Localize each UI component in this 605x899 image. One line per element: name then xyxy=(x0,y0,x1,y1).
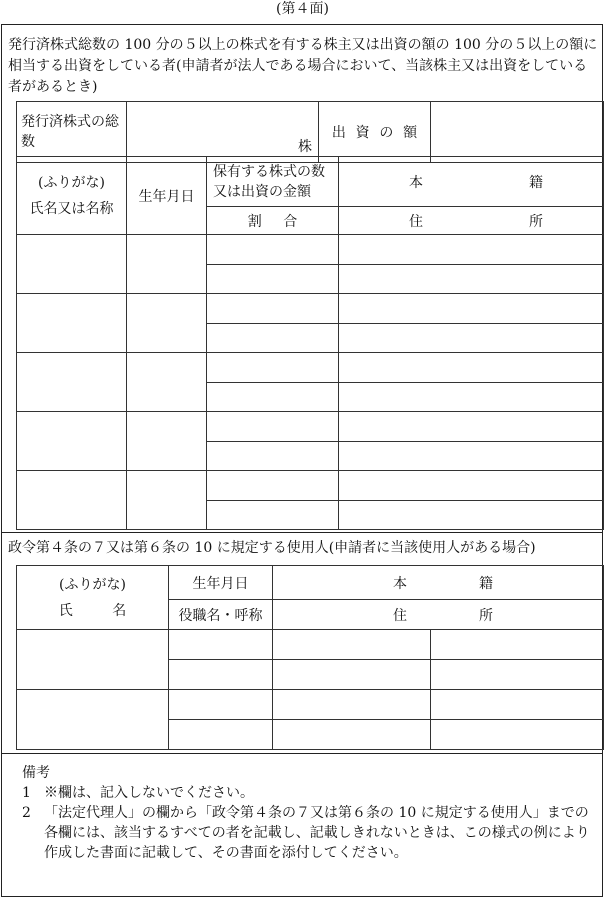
employee-address-cell[interactable] xyxy=(273,720,431,750)
shareholder-row xyxy=(17,353,604,383)
employee-section-title: 政令第４条の７又は第６条の 10 に規定する使用人(申請者に当該使用人がある場合) xyxy=(8,540,536,556)
shareholder-address-cell[interactable] xyxy=(339,383,604,412)
employee-dob-cell[interactable] xyxy=(169,630,273,660)
ratio-header: 割 合 xyxy=(207,207,339,235)
section-divider xyxy=(2,532,602,533)
capital-amount-value[interactable] xyxy=(431,102,604,163)
shareholder-holding-cell[interactable] xyxy=(207,412,339,442)
emp-honseki-header: 本 籍 xyxy=(273,566,604,600)
shareholder-dob-cell[interactable] xyxy=(127,235,207,294)
employee-honseki-cell-2[interactable] xyxy=(431,630,604,660)
shareholder-row xyxy=(17,294,604,324)
holding-header: 保有する株式の数又は出資の金額 xyxy=(207,157,339,207)
notes xyxy=(22,763,597,863)
shareholders-table xyxy=(16,156,604,530)
shareholder-dob-cell[interactable] xyxy=(127,471,207,530)
shareholder-ratio-cell[interactable] xyxy=(207,442,339,471)
shareholder-address-cell[interactable] xyxy=(339,442,604,471)
form-frame xyxy=(1,24,603,897)
shares-table xyxy=(16,101,604,163)
shareholder-honseki-cell[interactable] xyxy=(339,235,604,265)
shareholder-honseki-cell[interactable] xyxy=(339,471,604,501)
emp-name-header: (ふりがな) 氏 名 xyxy=(17,566,169,630)
note-item: 2 「法定代理人」の欄から「政令第４条の７又は第６条の 10 に規定する使用人」までの各欄には、該当するすべての者を記載し、記載しきれないときは、この様式の例により作成した書面に記載して、その書面を添付してください。 xyxy=(22,805,590,861)
capital-amount-label: 出 資 の 額 xyxy=(319,102,431,163)
shareholder-ratio-cell[interactable] xyxy=(207,383,339,412)
emp-position-header: 役職名・呼称 xyxy=(169,600,273,630)
employee-dob-cell[interactable] xyxy=(169,690,273,720)
honseki-header: 本 籍 xyxy=(339,157,604,207)
shareholder-address-cell[interactable] xyxy=(339,501,604,530)
shareholder-ratio-cell[interactable] xyxy=(207,501,339,530)
issued-shares-value[interactable] xyxy=(127,102,319,163)
employees-table xyxy=(16,565,604,750)
address-header: 住 所 xyxy=(339,207,604,235)
shareholder-name-cell[interactable] xyxy=(17,235,127,294)
shareholder-dob-cell[interactable] xyxy=(127,412,207,471)
emp-address-header: 住 所 xyxy=(273,600,604,630)
employee-honseki-cell[interactable] xyxy=(273,690,431,720)
shareholder-name-cell[interactable] xyxy=(17,353,127,412)
shares-unit: 株 xyxy=(298,139,312,155)
issued-shares-label: 発行済株式の総数 xyxy=(17,102,127,163)
shareholder-holding-cell[interactable] xyxy=(207,294,339,324)
shareholder-honseki-cell[interactable] xyxy=(339,294,604,324)
employee-row xyxy=(17,630,604,660)
employee-honseki-cell[interactable] xyxy=(273,630,431,660)
page-title: (第４面) xyxy=(276,1,329,17)
employee-position-cell[interactable] xyxy=(169,660,273,690)
furigana-name-header: (ふりがな) 氏名又は名称 xyxy=(17,157,127,235)
employee-honseki-cell-2[interactable] xyxy=(431,690,604,720)
shareholder-holding-cell[interactable] xyxy=(207,471,339,501)
employee-name-cell[interactable] xyxy=(17,690,169,750)
employee-position-cell[interactable] xyxy=(169,720,273,750)
employee-address-cell-2[interactable] xyxy=(431,720,604,750)
notes-heading: 備考 xyxy=(22,765,50,781)
shareholder-name-cell[interactable] xyxy=(17,471,127,530)
shareholder-honseki-cell[interactable] xyxy=(339,353,604,383)
dob-header: 生年月日 xyxy=(127,157,207,235)
emp-dob-header: 生年月日 xyxy=(169,566,273,600)
employee-address-cell[interactable] xyxy=(273,660,431,690)
shareholder-holding-cell[interactable] xyxy=(207,235,339,265)
intro-text: 発行済株式総数の 100 分の５以上の株式を有する株主又は出資の額の 100 分の５以上の額に相当する出資をしている者(申請者が法人である場合において、当該株主又は出資をしている者があるとき) xyxy=(8,37,598,95)
shareholder-row xyxy=(17,235,604,265)
shareholder-dob-cell[interactable] xyxy=(127,353,207,412)
shareholder-holding-cell[interactable] xyxy=(207,353,339,383)
employee-row xyxy=(17,690,604,720)
employee-name-cell[interactable] xyxy=(17,630,169,690)
shareholder-row xyxy=(17,471,604,501)
shareholder-address-cell[interactable] xyxy=(339,265,604,294)
section-divider-notes xyxy=(2,753,602,754)
shareholder-ratio-cell[interactable] xyxy=(207,324,339,353)
shareholder-honseki-cell[interactable] xyxy=(339,412,604,442)
shareholder-row xyxy=(17,412,604,442)
note-item: 1 ※欄は、記入しないでください。 xyxy=(22,785,254,801)
shareholder-dob-cell[interactable] xyxy=(127,294,207,353)
shareholder-address-cell[interactable] xyxy=(339,324,604,353)
shareholder-name-cell[interactable] xyxy=(17,412,127,471)
shareholder-name-cell[interactable] xyxy=(17,294,127,353)
employee-address-cell-2[interactable] xyxy=(431,660,604,690)
shareholder-ratio-cell[interactable] xyxy=(207,265,339,294)
